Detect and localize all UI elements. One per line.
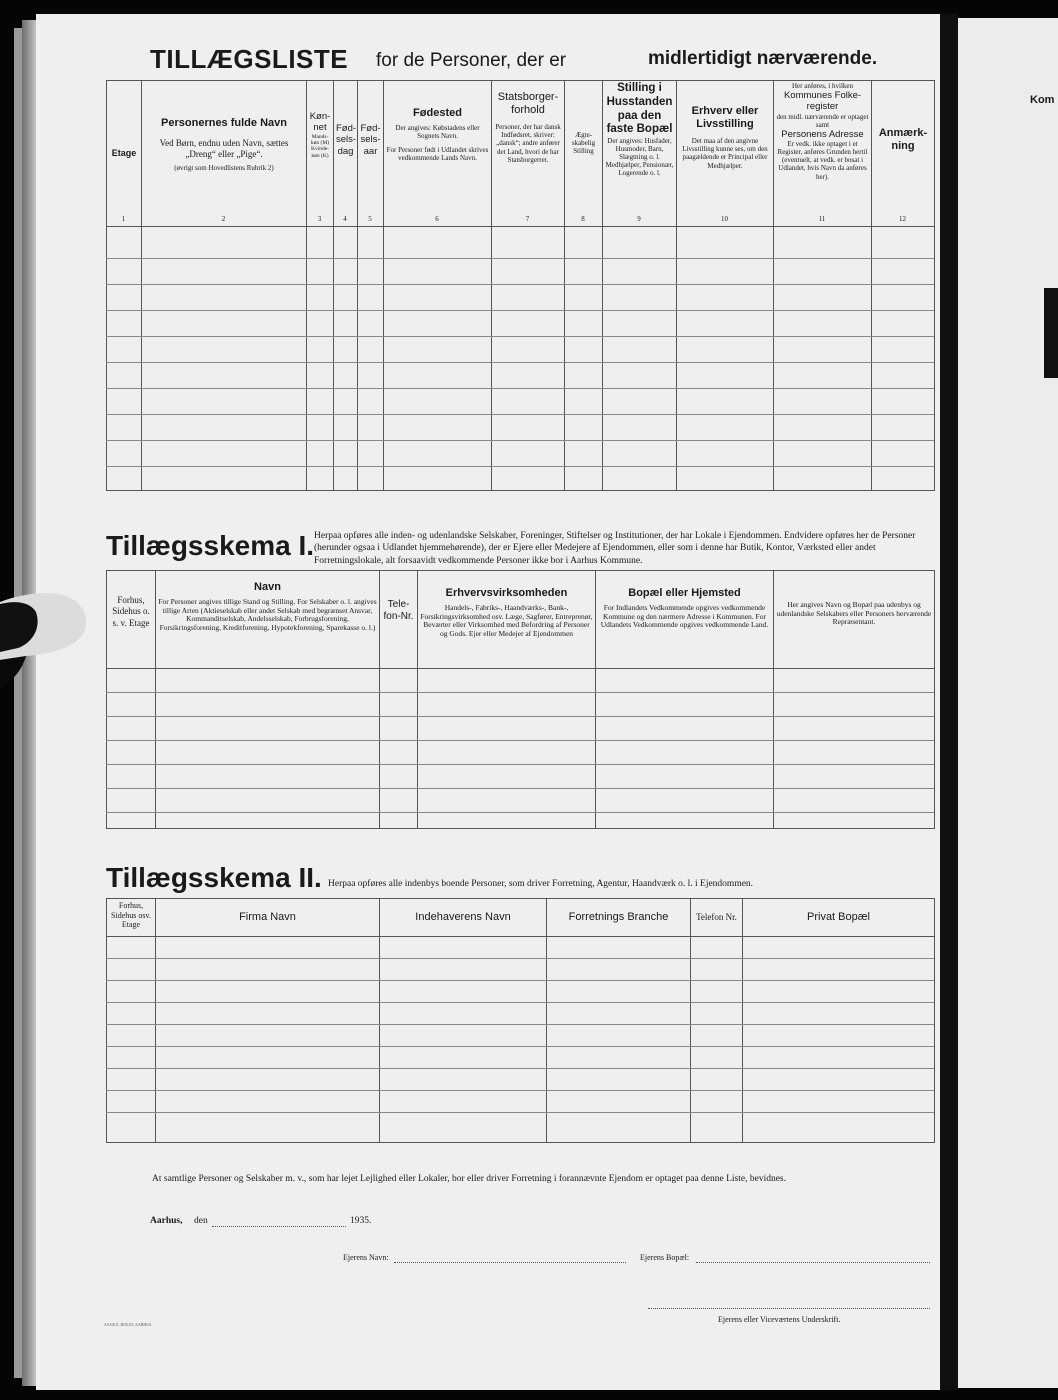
skema2-col-firma: Firma Navn <box>156 899 380 937</box>
footer-statement: At samtlige Personer og Selskaber m. v., som har lejet Lejlighed eller Lokaler, bor eller driver Forretning i forannævnte Ejendom er optaget paa denne Liste, bevidnes. <box>152 1174 786 1184</box>
tillaegsliste-table <box>106 80 935 491</box>
date-line[interactable] <box>212 1226 346 1227</box>
owner-address-label: Ejerens Bopæl: <box>640 1253 690 1262</box>
col-foedselsaar-header: Fød-sels-aar <box>358 81 384 227</box>
skema1-col-erhverv: Erhvervsvirksomheden Handels-, Fabriks-, Haandværks-, Bank-, Forsikringsvirksomhed osv. Læge, Sagfører, Entreprenør, Beværter eller Virksomhed med Befordring af Personer og Gods. Ejer eller Medejer af Ejendommen <box>418 571 596 669</box>
skema1-col-telefon: Tele-fon-Nr. <box>380 571 418 669</box>
facing-page-mark <box>1044 288 1058 378</box>
col-folkeregister-header: Her anføres, i hvilken Kommunes Folke-register den midl. nærværende er optaget samt Personens Adresse Er vedk. ikke optaget i et Register, anføres Grunden hertil (eventuelt, at vedk. er bosat i Udlandet, hvis Navn da anføres her). <box>774 81 872 227</box>
col-anmaerkning-header: Anmærk-ning <box>872 81 935 227</box>
page-subtitle: for de Personer, der er <box>376 50 567 71</box>
footer-den: den <box>194 1216 208 1226</box>
col-num-3: 3 <box>317 215 322 223</box>
facing-page <box>958 18 1058 1388</box>
page-title: TILLÆGSLISTE <box>150 44 349 74</box>
facing-page-text: Kom <box>1030 94 1055 106</box>
col-num-7: 7 <box>525 215 530 223</box>
table-body-row <box>107 227 935 491</box>
skema1-header-row <box>107 571 935 669</box>
book-edge-shadow <box>14 28 22 1378</box>
skema1-col-etage: Forhus, Sidehus o. s. v. Etage <box>107 571 156 669</box>
col-statsborger-header: Statsborger-forhold Personer, der har dansk Indfødsret, skriver: „dansk“; andre anfører det Land, hvori de har Statsborgerret. <box>492 81 565 227</box>
col-num-11: 11 <box>818 215 826 223</box>
owner-name-line[interactable] <box>394 1262 626 1263</box>
skema2-description: Herpaa opføres alle indenbys boende Personer, som driver Forretning, Agentur, Haandværk o. l. i Ejendommen. <box>328 879 754 889</box>
col-num-9: 9 <box>637 215 641 223</box>
skema2-header-row <box>107 899 935 937</box>
skema2-col-indehaver: Indehaverens Navn <box>380 899 547 937</box>
skema1-description: Herpaa opføres alle inden- og udenlandske Selskaber, Foreninger, Stiftelser og Institutioner, der har Lokale i Ejendommen. Endvidere opføres her de Personer (herunder ogsaa i Udlandet hjemmehørende), der er Ejere eller Medejere af Ejendommen, eller som i denne har Butik, Kontor, Værksted eller andet Forretningslokale, alt forsaavidt vedkommende Personer ikke bor i Aarhus Kommune. <box>314 531 916 566</box>
skema1-table <box>106 570 935 829</box>
signature-line[interactable] <box>648 1308 930 1309</box>
page-subtitle-bold: midlertidigt nærværende. <box>648 48 878 69</box>
col-num-1: 1 <box>121 215 126 223</box>
skema2-col-telefon: Telefon Nr. <box>691 899 743 937</box>
skema2-col-etage: Forhus, Sidehus osv. Etage <box>107 899 156 937</box>
col-erhverv-header: Erhverv eller Livsstilling Det maa af den angivne Livsstilling kunne ses, om den paagældende er Principal eller Medhjælper. <box>677 81 774 227</box>
col-foedested-header: Fødested Der angives: Købstadens eller Sognets Navn. For Personer født i Udlandet skrives vedkommende Lands Navn. <box>384 81 492 227</box>
col-num-2: 2 <box>221 215 226 223</box>
skema1-col-bopael: Bopæl eller Hjemsted For Indlandets Vedkommende opgives vedkommende Kommune og den nærmere Adresse i Kommunen. For Udlandets Vedkommende opgives vedkommende Land. <box>596 571 774 669</box>
skema1-title: Tillægsskema I. <box>106 530 315 561</box>
col-num-6: 6 <box>435 215 439 223</box>
col-num-5: 5 <box>368 215 372 223</box>
skema2-col-branche: Forretnings Branche <box>547 899 691 937</box>
skema1-col-repraesentant: Her angives Navn og Bopæl paa udenbys og udenlandske Selskabers eller Personers herværende Repræsentant. <box>774 571 935 669</box>
footer-place: Aarhus, <box>150 1216 183 1226</box>
book-spine <box>940 14 958 1390</box>
col-stilling-header: Stilling i Husstanden paa den faste Bopæl Der angives: Husfader, Husmoder, Barn, Slægtning o. l. Medhjælper, Pensionær, Logerende o. l. <box>603 81 677 227</box>
col-koen-header: Køn-net Mands-køn (M) Kvinde-køn (K) <box>307 81 334 227</box>
table-header-row <box>107 81 935 227</box>
owner-address-line[interactable] <box>696 1262 930 1263</box>
owner-name-label: Ejerens Navn: <box>343 1253 389 1262</box>
thumb-image <box>0 590 92 690</box>
col-num-4: 4 <box>343 215 347 223</box>
skema2-col-bopael: Privat Bopæl <box>743 899 935 937</box>
col-navn-header: Personernes fulde Navn Ved Børn, endnu uden Navn, sættes „Dreng“ eller „Pige“. (øvrigt som Hovedlistens Rubrik 2) <box>142 81 307 227</box>
col-num-12: 12 <box>899 215 906 223</box>
signature-label: Ejerens eller Viceværtens Underskrift. <box>718 1315 841 1324</box>
skema2-title: Tillægsskema II. <box>106 862 322 893</box>
skema2-table <box>106 898 935 1143</box>
printer-mark: AAGE E. HOLST, AARHUS <box>104 1322 152 1327</box>
footer-year: 1935. <box>350 1216 372 1226</box>
col-etage-header: Etage <box>107 81 142 227</box>
skema1-col-navn: Navn For Personer angives tillige Stand og Stilling. For Selskaber o. l. angives tillige Arten (Aktieselskab eller andet Selskab med begrænset Ansvar, Kommanditselskab, Andelsselskab, Forbrugsforening, Forsikringsforening, Kreditforening, Hypotekforening, Sparekasse o. l.) <box>156 571 380 669</box>
col-foedselsdag-header: Fød-sels-dag <box>334 81 358 227</box>
col-num-8: 8 <box>581 215 585 223</box>
col-aegteskab-header: Ægte-skabelig Stilling <box>565 81 603 227</box>
col-num-10: 10 <box>721 215 728 223</box>
